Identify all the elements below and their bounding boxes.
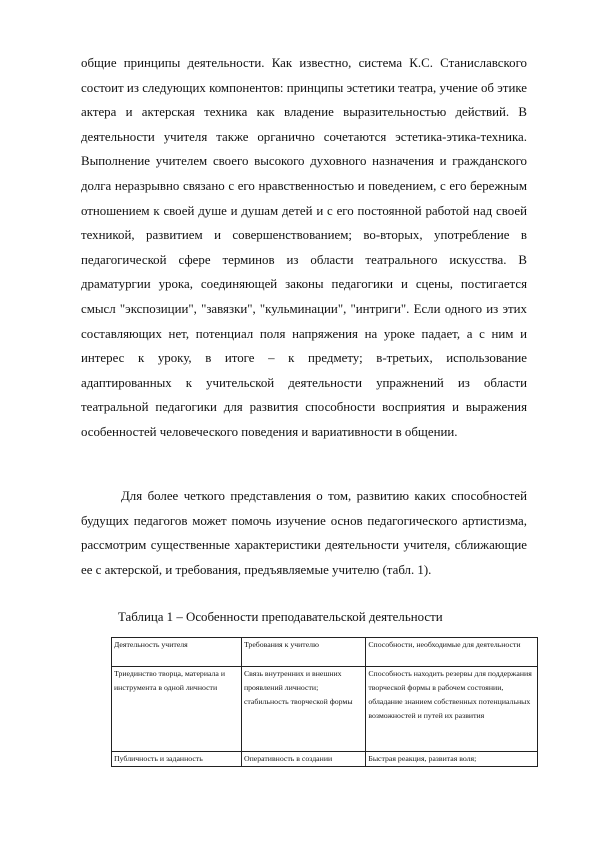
table-cell: Публичность и заданность [112, 752, 242, 767]
table-header-cell: Требования к учителю [241, 638, 365, 667]
table-cell: Быстрая реакция, развитая воля; [366, 752, 538, 767]
table-row [112, 752, 538, 767]
table-cell: Связь внутренних и внешних проявлений личности; стабильность творческой формы [241, 667, 365, 752]
table-caption: Таблица 1 – Особенности преподавательской деятельности [118, 610, 443, 624]
body-paragraph-2: Для более четкого представления о том, развитию каких способностей будущих педагогов может помочь изучение основ педагогического артистизма, рассмотрим существенные характеристики деятельности учителя, сближающие ее с актерской, и требования, предъявляемые учителю (табл. 1). [81, 489, 527, 577]
table-cell: Оперативность в создании [241, 752, 365, 767]
table-header-cell: Способности, необходимые для деятельности [366, 638, 538, 667]
table-header-cell: Деятельность учителя [112, 638, 242, 667]
features-table [111, 637, 538, 767]
table-cell: Способность находить резервы для поддержания творческой формы в рабочем состоянии, обладание знанием собственных потенциальных возможностей и путей их развития [366, 667, 538, 752]
table-cell: Триединство творца, материала и инструмента в одной личности [112, 667, 242, 752]
table-row [112, 667, 538, 752]
table-header-row [112, 638, 538, 667]
body-paragraph-1: общие принципы деятельности. Как известно, система К.С. Станиславского состоит из следующих компонентов: принципы эстетики театра, учение об этике актера и актерская техника как владение выразительностью действий. В деятельности учителя также органично сочетаются эстетика-этика-техника. Выполнение учителем своего высокого духовного назначения и гражданского долга неразрывно связано с его нравственностью и поведением, с его бережным отношением к своей душе и душам детей и с его постоянной работой над своей техникой, развитием и совершенствованием; во-вторых, употребление в педагогической сфере терминов из области театрального искусства. В драматургии урока, соединяющей законы педагогики и сцены, постигается смысл "экспозиции", "завязки", "кульминации", "интриги". Если одного из этих составляющих нет, потенциал поля напряжения на уроке падает, а с ним и интерес к уроку, в итоге – к предмету; в-третьих, использование адаптированных к учительской деятельности упражнений из области театральной педагогики для развития способности восприятия и выражения особенностей человеческого поведения и вариативности в общении. [81, 56, 527, 439]
